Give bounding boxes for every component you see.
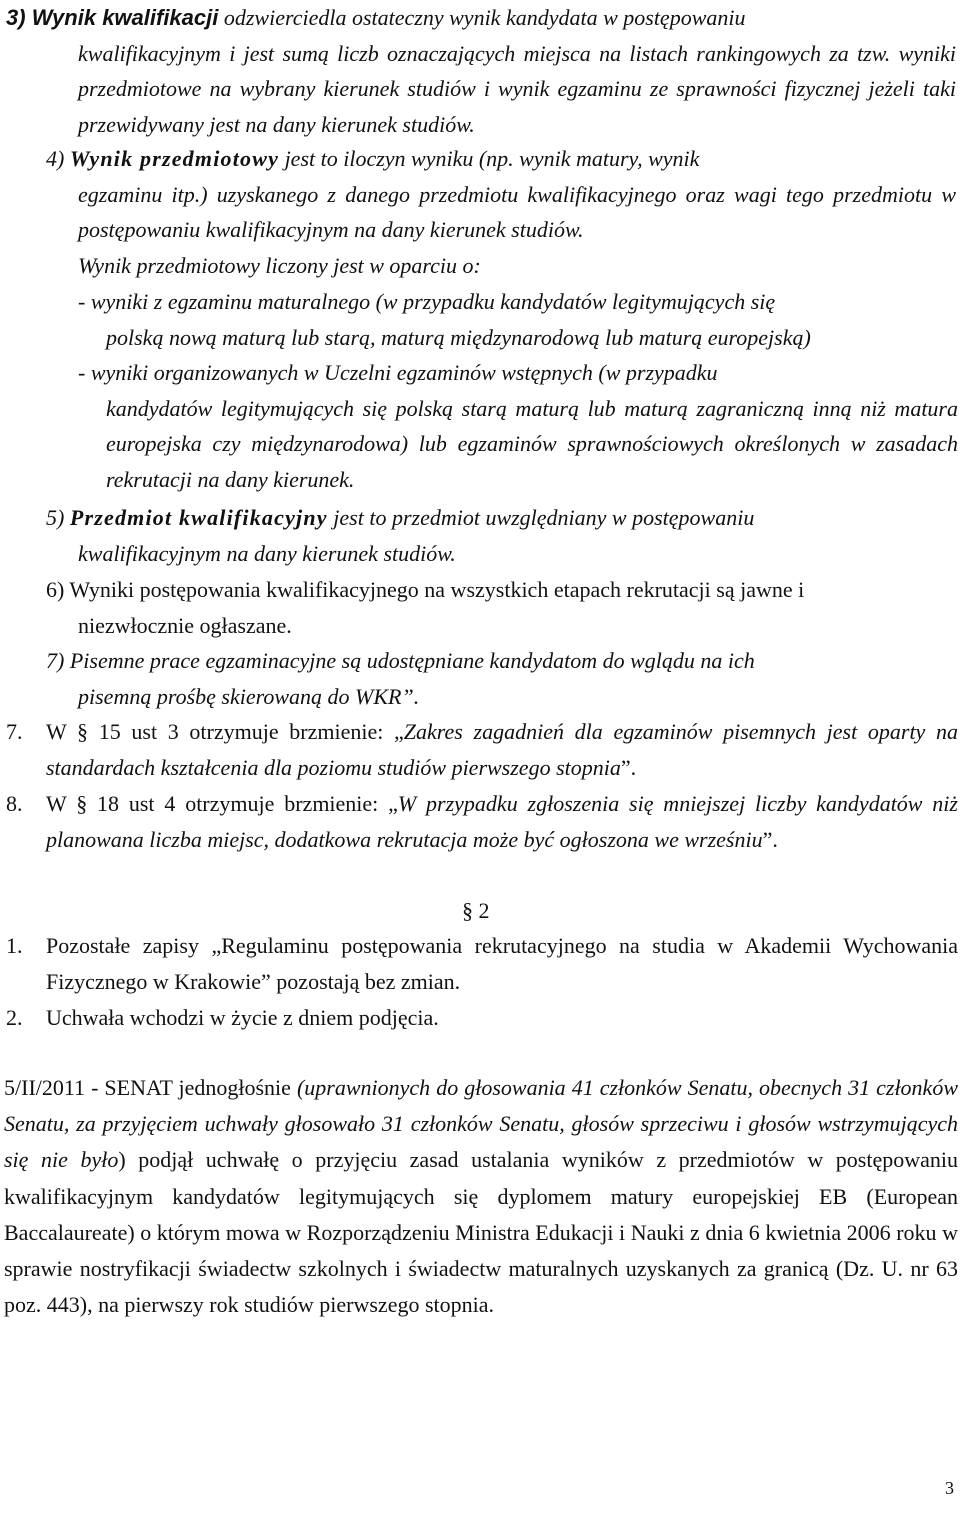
paragraph-7-quote-open: „ <box>394 719 404 744</box>
item-4-term: Wynik przedmiotowy <box>69 146 280 171</box>
item-3-term: Wynik kwalifikacji <box>31 5 219 30</box>
basis-dash-1 <box>78 284 958 355</box>
section-2-item-1-number: 1. <box>6 933 23 958</box>
item-4 <box>46 141 956 248</box>
resolution-paragraph <box>4 1070 958 1323</box>
paragraph-8-quote-open: „ <box>388 791 398 816</box>
section-2-item-2-text: Uchwała wchodzi w życie z dniem podjęcia. <box>46 1005 439 1030</box>
item-5-line1: jest to przedmiot uwzględniany w postępowaniu <box>327 505 755 530</box>
item-4-line1: jest to iloczyn wyniku (np. wynik matury, wynik <box>279 146 700 171</box>
section-2-item-1-text: Pozostałe zapisy „Regulaminu postępowania rekrutacyjnego na studia w Akademii Wychowania Fizycznego w Krakowie” pozostają bez zmian. <box>46 933 958 994</box>
paragraph-8 <box>46 786 958 857</box>
item-5-continuation: kwalifikacyjnym na dany kierunek studiów. <box>78 540 456 566</box>
resolution-ref: 5/II/2011 - SENAT jednogłośnie <box>4 1075 297 1100</box>
paragraph-7-pre: W § 15 ust 3 otrzymuje brzmienie: <box>46 719 395 744</box>
section-2-heading: § 2 <box>462 898 490 923</box>
page-number: 3 <box>945 1477 954 1498</box>
paragraph-8-number: 8. <box>6 791 23 816</box>
paragraph-8-quote-close: ”. <box>762 826 778 852</box>
paragraph-8-pre: W § 18 ust 4 otrzymuje brzmienie: <box>46 791 389 816</box>
item-7-first: 7) Pisemne prace egzaminacyjne są udostępniane kandydatom do wglądu na ich <box>46 648 755 673</box>
basis-intro: Wynik przedmiotowy liczony jest w oparciu o: <box>78 253 481 278</box>
section-2-item-2 <box>46 1000 958 1036</box>
paragraph-8-quote: W przypadku zgłoszenia się mniejszej liczby kandydatów niż planowana liczba miejsc, dodatkowa rekrutacja może być ogłoszona we wrześniu <box>46 791 958 852</box>
item-5-term: Przedmiot kwalifikacyjny <box>69 505 328 530</box>
resolution-vote: (uprawnionych do głosowania 41 członków Senatu, obecnych 31 członków Senatu, za przyjęciem uchwały głosowało 31 członków Senatu, głosów sprzeciwu i głosów wstrzymujących się nie było <box>4 1075 958 1173</box>
resolution-text: ) podjął uchwałę o przyjęciu zasad ustalania wyników z przedmiotów w postępowaniu kwalifikacyjnym kandydatów legitymujących się dyplomem matury europejskiej EB (European Baccalaureate) o którym mowa w Rozporządzeniu Ministra Edukacji i Nauki z dnia 6 kwietnia 2006 roku w sprawie nostryfikacji świadectw szkolnych i świadectw maturalnych uzyskanych za granicą (Dz. U. nr 63 poz. 443), na pierwszy rok studiów pierwszego stopnia. <box>4 1147 958 1318</box>
basis-dash-2-cont: kandydatów legitymujących się polską starą maturą lub maturą zagraniczną inną niż matura europejska czy międzynarodowa) lub egzaminów sprawnościowych określonych w zasadach rekrutacji na dany kierunek. <box>106 395 958 492</box>
item-6-first: 6) Wyniki postępowania kwalifikacyjnego na wszystkich etapach rekrutacji są jawne i <box>46 577 805 602</box>
item-5 <box>46 500 958 571</box>
basis-dash-2 <box>78 355 958 497</box>
item-5-lead: 5) <box>46 505 70 530</box>
item-4-continuation: egzaminu itp.) uzyskanego z danego przedmiotu kwalifikacyjnego oraz wagi tego przedmiotu w postępowaniu kwalifikacyjnym na dany kierunek studiów. <box>78 181 956 242</box>
item-3-continuation: kwalifikacyjnym i jest sumą liczb oznaczających miejsca na listach rankingowych za tzw. wyniki przedmiotowe na wybrany kierunek studiów i wynik egzaminu ze sprawności fizycznej jeżeli taki przewidywany jest na dany kierunek studiów. <box>78 40 956 137</box>
item-3-lead: 3) <box>6 5 32 30</box>
item-3-line1: odzwierciedla ostateczny wynik kandydata w postępowaniu <box>218 5 746 30</box>
section-2-item-1 <box>46 928 958 999</box>
section-2-item-2-number: 2. <box>6 1005 23 1030</box>
basis-dash-2-first: - wyniki organizowanych w Uczelni egzaminów wstępnych (w przypadku <box>78 360 718 385</box>
paragraph-7-number: 7. <box>6 719 23 744</box>
item-7-continuation: pisemną prośbę skierowaną do WKR”. <box>78 683 420 709</box>
basis-dash-1-first: - wyniki z egzaminu maturalnego (w przypadku kandydatów legitymujących się <box>78 289 776 314</box>
paragraph-7-quote: Zakres zagadnień dla egzaminów pisemnych jest oparty na standardach kształcenia dla poziomu studiów pierwszego stopnia <box>46 719 958 780</box>
paragraph-7 <box>46 714 958 785</box>
item-7 <box>46 643 958 714</box>
basis-dash-1-cont: polską nową maturą lub starą, maturą międzynarodową lub maturą europejską) <box>106 324 811 350</box>
item-6-continuation: niezwłocznie ogłaszane. <box>78 612 292 638</box>
item-4-lead: 4) <box>46 146 70 171</box>
paragraph-7-quote-close: ”. <box>620 754 637 780</box>
item-6 <box>46 572 958 643</box>
item-3 <box>6 0 956 142</box>
